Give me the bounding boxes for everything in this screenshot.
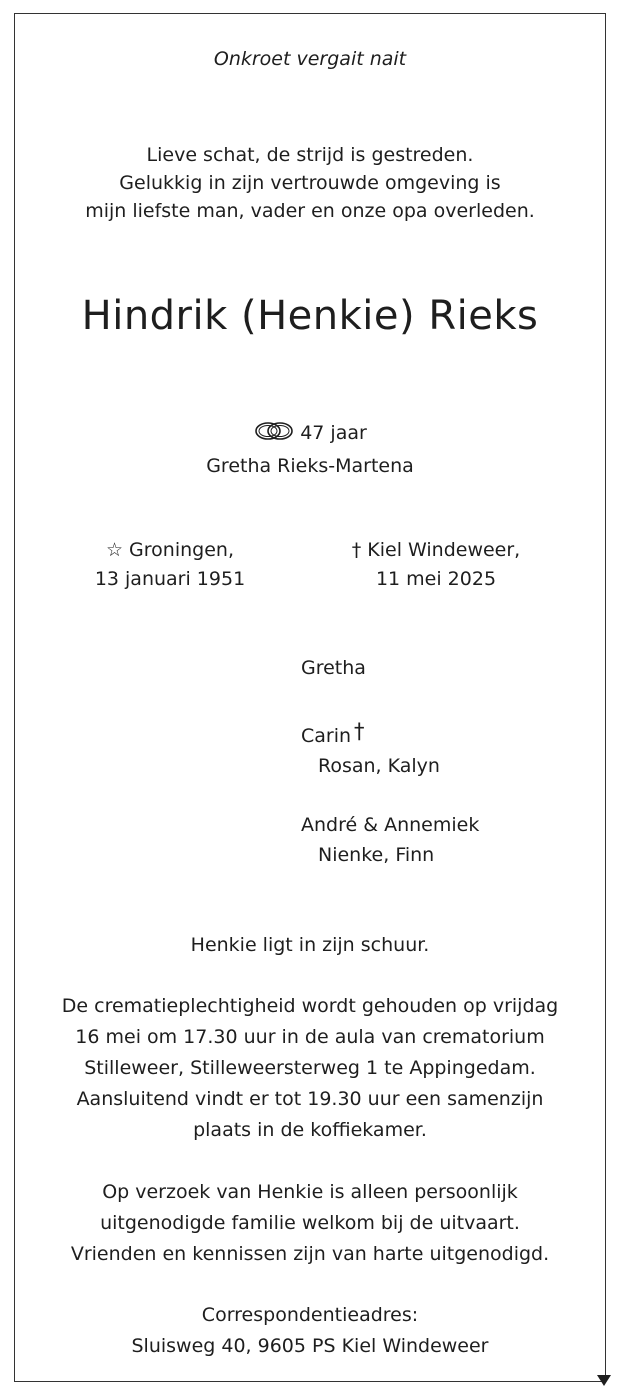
star-icon: ☆ (106, 539, 124, 561)
spouse-name: Gretha Rieks-Martena (206, 455, 414, 477)
dagger-icon: † (351, 539, 362, 561)
ceremony-line: 16 mei om 17.30 uur in de aula van crematorium (75, 1026, 545, 1048)
grandchildren: Rosan, Kalyn (318, 755, 440, 777)
child-name: Carin (301, 725, 352, 747)
marriage-info (14, 418, 606, 481)
invitation-line: Op verzoek van Henkie is alleen persoonlijk (102, 1181, 518, 1203)
wedding-rings-icon (253, 420, 295, 451)
intro-text (14, 141, 606, 225)
death-place: Kiel Windeweer, (367, 539, 521, 561)
invitation-line: uitgenodigde familie welkom bij de uitvaart. (100, 1212, 520, 1234)
death-info (326, 536, 546, 594)
child-name: André & Annemiek (301, 814, 480, 836)
ceremony-line: Aansluitend vindt er tot 19.30 uur een samenzijn (76, 1088, 544, 1110)
motto: Onkroet vergait nait (213, 48, 407, 70)
birth-place: Groningen, (129, 539, 234, 561)
deceased-name: Hindrik (Henkie) Rieks (81, 293, 539, 339)
intro-line: Lieve schat, de strijd is gestreden. (146, 144, 474, 166)
intro-line: Gelukkig in zijn vertrouwde omgeving is (119, 172, 501, 194)
death-date: 11 mei 2025 (375, 568, 497, 590)
correspondence (14, 1300, 606, 1362)
correspondence-address: Sluisweg 40, 9605 PS Kiel Windeweer (131, 1335, 489, 1357)
ceremony-line: plaats in de koffiekamer. (193, 1119, 427, 1141)
grandchildren: Nienke, Finn (318, 844, 435, 866)
correspondence-label: Correspondentieadres: (201, 1304, 419, 1326)
birth-info (60, 536, 280, 594)
family-spouse: Gretha (301, 657, 366, 679)
corner-arrow-icon (597, 1375, 611, 1386)
family-child-2 (301, 810, 479, 870)
dagger-icon: † (354, 719, 365, 743)
marriage-years: 47 jaar (300, 422, 367, 444)
ceremony-text (14, 991, 606, 1146)
lying-in-state: Henkie ligt in zijn schuur. (190, 934, 430, 956)
birth-date: 13 januari 1951 (94, 568, 246, 590)
ceremony-line: De crematieplechtigheid wordt gehouden op vrijdag (61, 995, 559, 1017)
invitation-text (14, 1177, 606, 1270)
intro-line: mijn liefste man, vader en onze opa overleden. (85, 200, 535, 222)
family-child-1 (301, 716, 440, 781)
invitation-line: Vrienden en kennissen zijn van harte uitgenodigd. (70, 1243, 550, 1265)
ceremony-line: Stilleweer, Stilleweersterweg 1 te Appingedam. (84, 1057, 536, 1079)
